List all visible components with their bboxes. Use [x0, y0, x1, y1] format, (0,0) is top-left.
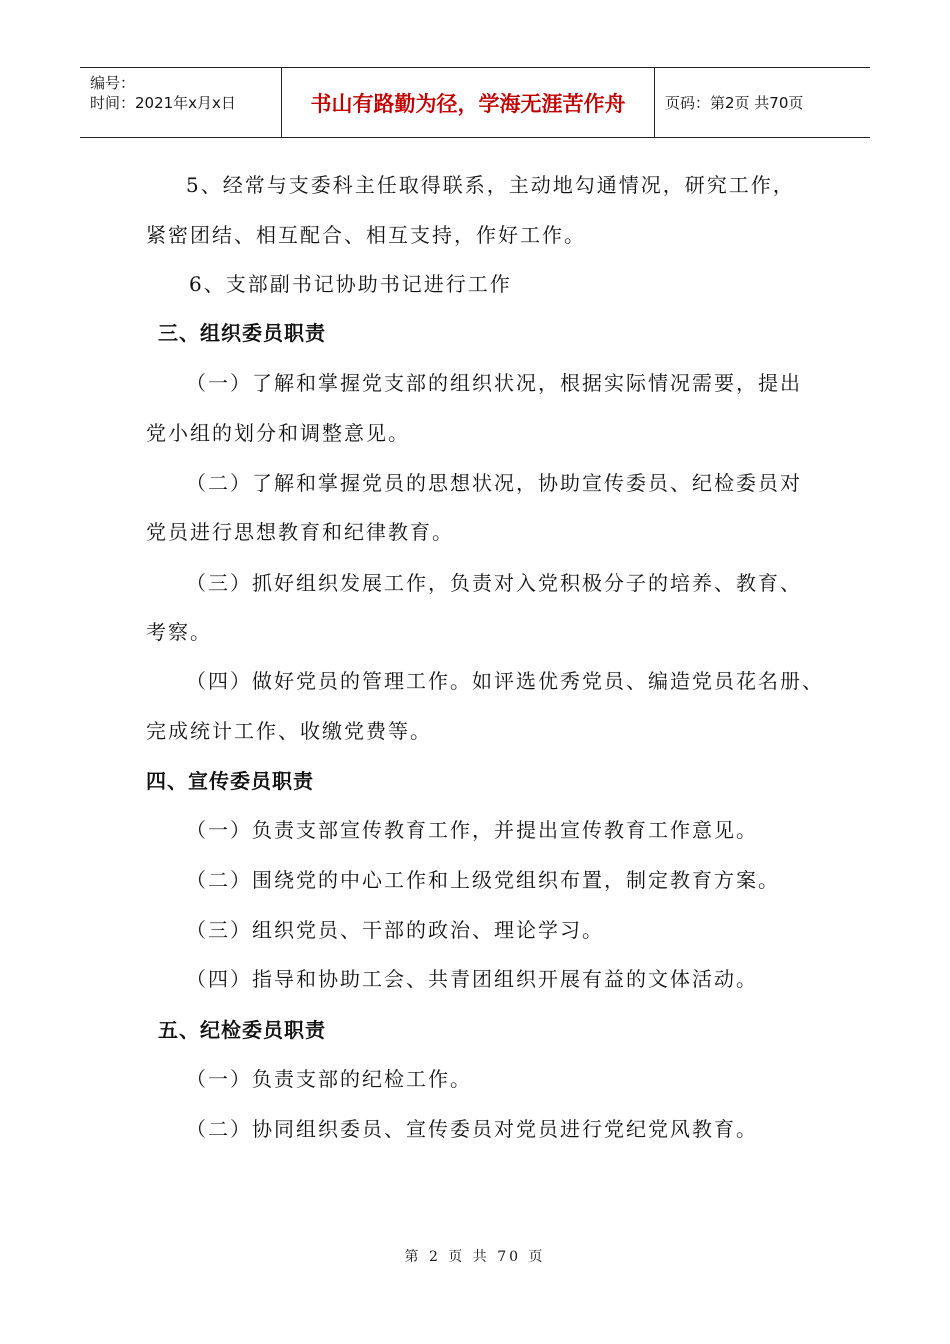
body-line: （二）了解和掌握党员的思想状况，协助宣传委员、纪检委员对 — [186, 471, 802, 495]
body-line: （一）负责支部的纪检工作。 — [186, 1067, 472, 1091]
document-time-label: 时间：2021年x月x日 — [90, 94, 236, 112]
body-line: （一）负责支部宣传教育工作，并提出宣传教育工作意见。 — [186, 818, 758, 842]
body-line: 完成统计工作、收缴党费等。 — [146, 719, 432, 743]
body-line: 5、经常与支委科主任取得联系，主动地勾通情况，研究工作， — [186, 173, 795, 197]
body-line: （四）做好党员的管理工作。如评选优秀党员、编造党员花名册、 — [186, 669, 824, 693]
header-motto: 书山有路勤为径，学海无涯苦作舟 — [282, 68, 655, 137]
body-line: （四）指导和协助工会、共青团组织开展有益的文体活动。 — [186, 967, 758, 991]
page-footer: 第 2 页 共 70 页 — [404, 1249, 546, 1265]
body-line: 党员进行思想教育和纪律教育。 — [146, 520, 454, 544]
body-line: （三）抓好组织发展工作，负责对入党积极分子的培养、教育、 — [186, 571, 802, 595]
section-heading: 四、宣传委员职责 — [146, 769, 314, 793]
body-line: 考察。 — [146, 620, 212, 644]
body-line: （三）组织党员、干部的政治、理论学习。 — [186, 918, 604, 942]
document-number-label: 编号： — [90, 74, 136, 92]
section-heading: 三、组织委员职责 — [158, 321, 326, 345]
section-heading: 五、纪检委员职责 — [158, 1018, 326, 1042]
body-line: （一）了解和掌握党支部的组织状况，根据实际情况需要，提出 — [186, 371, 802, 395]
header-meta-cell — [80, 68, 282, 137]
body-line: （二）协同组织委员、宣传委员对党员进行党纪党风教育。 — [186, 1117, 758, 1141]
body-line: 党小组的划分和调整意见。 — [146, 421, 410, 445]
body-line: 紧密团结、相互配合、相互支持，作好工作。 — [146, 223, 586, 247]
body-line: 6、支部副书记协助书记进行工作 — [189, 272, 512, 296]
document-header — [80, 67, 870, 138]
header-page-info: 页码：第2页 共70页 — [665, 94, 804, 112]
body-line: （二）围绕党的中心工作和上级党组织布置，制定教育方案。 — [186, 868, 780, 892]
